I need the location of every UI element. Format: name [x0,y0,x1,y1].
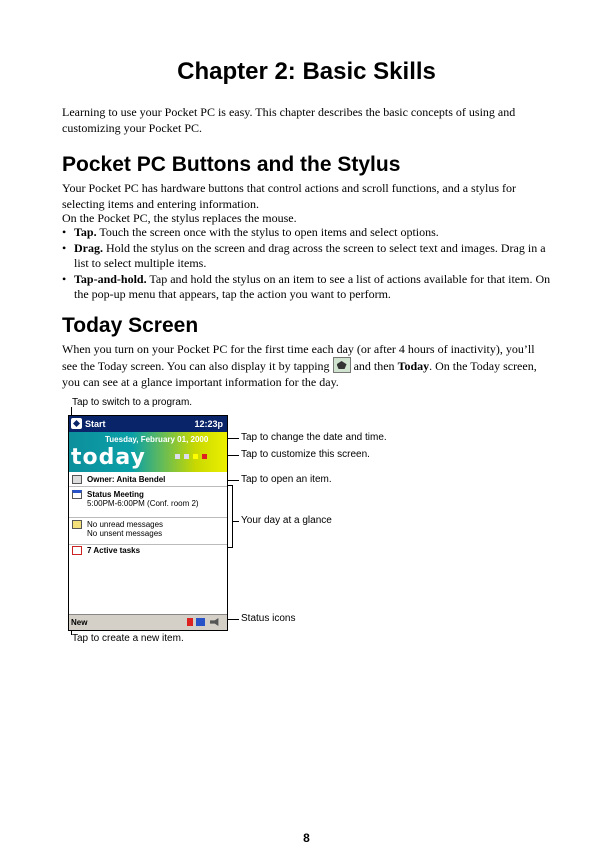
list-item [62,241,552,271]
windows-flag-icon[interactable] [71,418,82,429]
callout-switch-program: Tap to switch to a program. [72,397,193,408]
decor-square-icon [175,454,180,459]
list-item [62,272,552,302]
today-text-mid: and then [350,359,398,373]
decor-square-icon [193,454,198,459]
decor-square-icon [202,454,207,459]
task-check-icon [72,546,82,555]
today-screen [68,415,228,631]
speaker-icon[interactable] [210,618,222,626]
owner-name: Owner: Anita Bendel [87,475,166,484]
sync-icon[interactable] [196,618,205,626]
decor-square-icon [184,454,189,459]
today-paragraph [62,341,552,390]
start-menu-icon [333,357,351,373]
meeting-time: 5:00PM-6:00PM (Conf. room 2) [87,499,199,508]
envelope-icon [72,520,82,529]
title-bar [69,416,227,432]
today-banner[interactable] [69,432,227,472]
callout-leader [232,521,239,522]
bullet-term: Tap. [74,225,97,239]
today-text-bold: Today [397,359,430,373]
bullet-text: Hold the stylus on the screen and drag across the screen to select text and images. Drag in a list to select multiple items. [74,241,546,270]
contact-card-icon [72,475,82,484]
callout-open-item: Tap to open an item. [241,474,332,485]
owner-row[interactable] [69,473,227,487]
callout-customize: Tap to customize this screen. [241,449,370,460]
meeting-title: Status Meeting [87,490,144,499]
callout-status-icons: Status icons [241,613,296,624]
bullet-term: Drag. [74,241,103,255]
inbox-row[interactable] [69,517,227,545]
callout-change-date: Tap to change the date and time. [241,432,387,443]
calendar-row[interactable] [69,487,227,518]
active-tasks: 7 Active tasks [87,546,141,555]
start-button[interactable]: Start [85,419,106,429]
command-bar [69,614,227,630]
bullet-text: Touch the screen once with the stylus to open items and select options. [96,225,439,239]
list-item [62,225,552,240]
new-button[interactable]: New [71,618,88,627]
bullet-text: Tap and hold the stylus on an item to see a list of actions available for that item. On the pop-up menu that appears, tap the action you want to perform. [74,272,551,301]
callout-bracket [232,485,233,548]
page-number: 8 [303,831,310,845]
callout-create-item: Tap to create a new item. [72,633,184,644]
unsent-messages: No unsent messages [87,529,163,538]
bullet-term: Tap-and-hold. [74,272,147,286]
buttons-paragraph: Your Pocket PC has hardware buttons that control actions and scroll functions, and a stylus for selecting items and entering information. [62,181,517,211]
section-heading-buttons: Pocket PC Buttons and the Stylus [62,153,401,176]
banner-date[interactable]: Tuesday, February 01, 2000 [105,435,209,444]
unread-messages: No unread messages [87,520,164,529]
today-text-before: When you turn on your Pocket PC for the first time each day (or after 4 hours of inactivity), you’ll see the Today screen. You can also display it by tapping [62,342,535,373]
callout-day-glance: Your day at a glance [241,515,332,526]
banner-today-logo: today [71,445,146,470]
chapter-title: Chapter 2: Basic Skills [177,58,436,85]
tasks-row[interactable] [69,544,227,558]
calendar-icon [72,490,82,499]
section-heading-today: Today Screen [62,314,199,337]
connectivity-icon[interactable] [187,618,193,626]
stylus-actions-list [62,225,552,303]
stylus-paragraph: On the Pocket PC, the stylus replaces the mouse. [62,211,297,225]
today-text-after: . On the Today screen, you can see at a glance important information for the day. [62,359,537,389]
intro-paragraph: Learning to use your Pocket PC is easy. This chapter describes the basic concepts of using and customizing your Pocket PC. [62,105,516,135]
clock[interactable]: 12:23p [194,419,223,429]
